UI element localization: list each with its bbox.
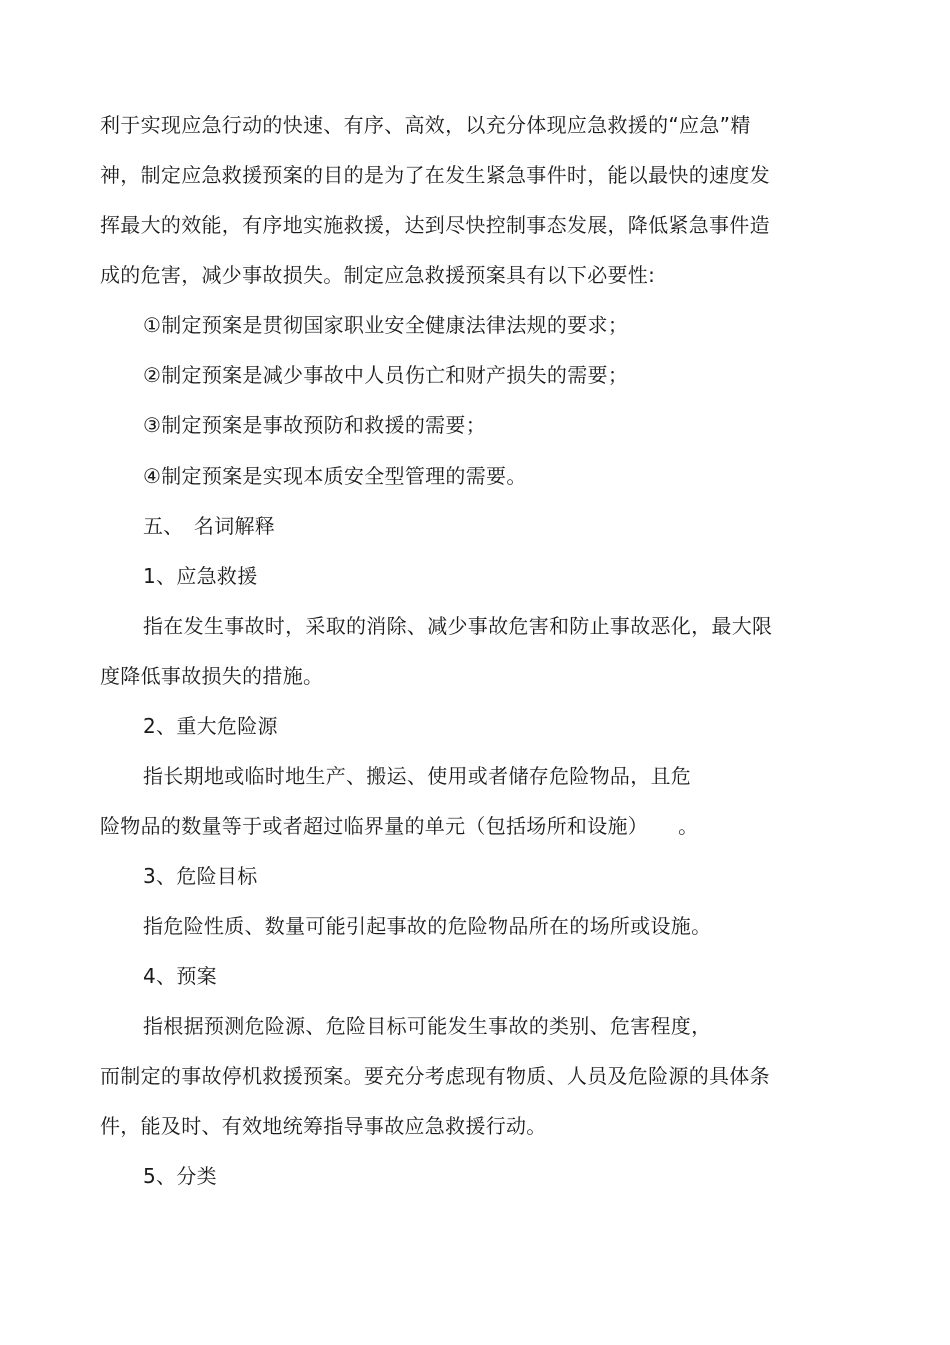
section-heading: 五、 名词解释 bbox=[143, 514, 276, 538]
definition-line bbox=[100, 811, 698, 841]
term-heading: 2、重大危险源 bbox=[143, 714, 278, 738]
list-item: ③制定预案是事故预防和救援的需要； bbox=[143, 413, 487, 437]
trailing-period: 。 bbox=[678, 814, 699, 838]
definition-line: 而制定的事故停机救援预案。要充分考虑现有物质、人员及危险源的具体条 bbox=[100, 1064, 770, 1088]
definition-line: 件，能及时、有效地统筹指导事故应急救援行动。 bbox=[100, 1114, 547, 1138]
definition-line: 指根据预测危险源、危险目标可能发生事故的类别、危害程度， bbox=[143, 1014, 712, 1038]
list-item: ④制定预案是实现本质安全型管理的需要。 bbox=[143, 464, 527, 488]
term-heading: 1、应急救援 bbox=[143, 564, 258, 588]
definition-line: 度降低事故损失的措施。 bbox=[100, 664, 324, 688]
definition-line: 指危险性质、数量可能引起事故的危险物品所在的场所或设施。 bbox=[143, 914, 712, 938]
definition-text: 险物品的数量等于或者超过临界量的单元（包括场所和设施） bbox=[100, 814, 639, 838]
paragraph-line: 神，制定应急救援预案的目的是为了在发生紧急事件时，能以最快的速度发 bbox=[100, 163, 770, 187]
list-item: ①制定预案是贯彻国家职业安全健康法律法规的要求； bbox=[143, 313, 629, 337]
list-item: ②制定预案是减少事故中人员伤亡和财产损失的需要； bbox=[143, 363, 629, 387]
definition-line: 指在发生事故时，采取的消除、减少事故危害和防止事故恶化，最大限 bbox=[143, 614, 773, 638]
term-heading: 5、分类 bbox=[143, 1164, 217, 1188]
paragraph-line: 成的危害，减少事故损失。制定应急救援预案具有以下必要性: bbox=[100, 263, 656, 287]
paragraph-line: 利于实现应急行动的快速、有序、高效，以充分体现应急救援的“应急”精 bbox=[100, 113, 751, 137]
term-heading: 3、危险目标 bbox=[143, 864, 258, 888]
definition-line: 指长期地或临时地生产、搬运、使用或者储存危险物品，且危 bbox=[143, 764, 692, 788]
paragraph-line: 挥最大的效能，有序地实施救援，达到尽快控制事态发展，降低紧急事件造 bbox=[100, 213, 770, 237]
term-heading: 4、预案 bbox=[143, 964, 217, 988]
